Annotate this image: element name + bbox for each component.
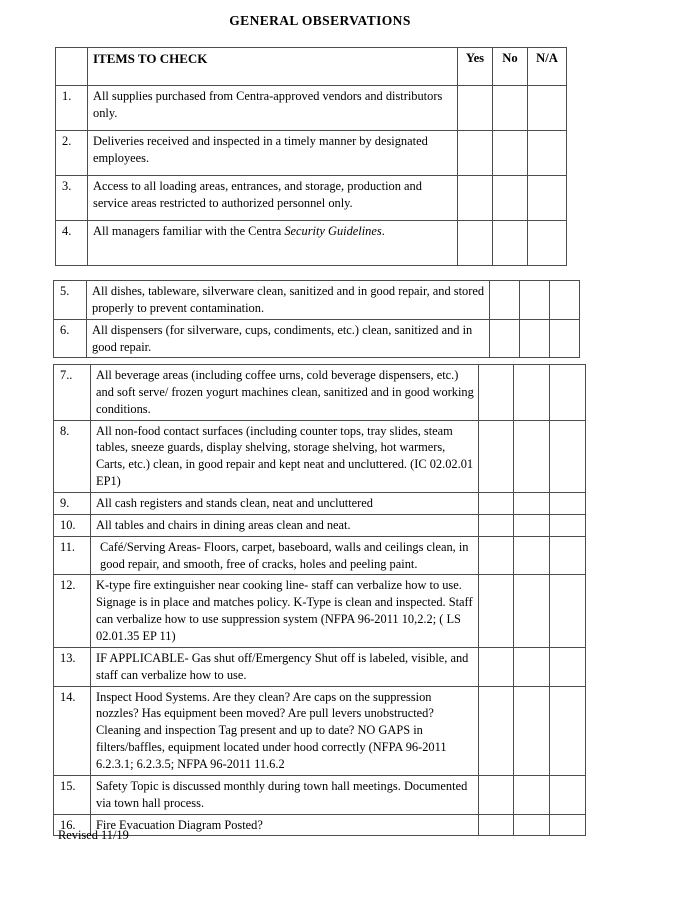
checkbox-cell-no[interactable] bbox=[514, 493, 550, 515]
table-row bbox=[54, 319, 580, 358]
checkbox-cell-no[interactable] bbox=[514, 514, 550, 536]
row-number: 13. bbox=[54, 647, 91, 686]
row-item-text: Inspect Hood Systems. Are they clean? Are caps on the suppression nozzles? Has equipment been moved? Are pull levers unobstructed? Cleaning and inspection Tag present and up to date? NO GAPS in filters/baffles, equipment located under hood correctly (NFPA 96-2011 6.2.3.1; 6.2.3.5; NFPA 96-2011 11.6.2 bbox=[91, 686, 479, 775]
table-row bbox=[54, 365, 586, 421]
checkbox-cell-no[interactable] bbox=[514, 420, 550, 492]
checkbox-cell-yes[interactable] bbox=[479, 814, 514, 836]
row-item-text: All tables and chairs in dining areas clean and neat. bbox=[91, 514, 479, 536]
header-no: No bbox=[493, 48, 528, 86]
checkbox-cell-na[interactable] bbox=[550, 686, 586, 775]
row-number: 7.. bbox=[54, 365, 91, 421]
checkbox-cell-na[interactable] bbox=[550, 647, 586, 686]
checkbox-cell-no[interactable] bbox=[514, 814, 550, 836]
row-number: 2. bbox=[56, 131, 88, 176]
checkbox-cell-yes[interactable] bbox=[479, 493, 514, 515]
row-number: 16. bbox=[54, 814, 91, 836]
checkbox-cell-na[interactable] bbox=[550, 575, 586, 647]
row-item-text: Safety Topic is discussed monthly during town hall meetings. Documented via town hall process. bbox=[91, 775, 479, 814]
checkbox-cell-yes[interactable] bbox=[479, 575, 514, 647]
checkbox-cell-no[interactable] bbox=[520, 281, 550, 320]
table-header-row bbox=[56, 48, 567, 86]
row-item-text: All dishes, tableware, silverware clean, sanitized and in good repair, and stored properly to prevent contamination. bbox=[87, 281, 490, 320]
checkbox-cell-yes[interactable] bbox=[490, 281, 520, 320]
page-title: GENERAL OBSERVATIONS bbox=[229, 13, 411, 28]
checkbox-cell-na[interactable] bbox=[550, 536, 586, 575]
header-yes: Yes bbox=[458, 48, 493, 86]
table-row bbox=[54, 814, 586, 836]
checkbox-cell-yes[interactable] bbox=[490, 319, 520, 358]
row-number: 15. bbox=[54, 775, 91, 814]
checkbox-cell-na[interactable] bbox=[528, 221, 567, 266]
checkbox-cell-no[interactable] bbox=[514, 686, 550, 775]
header-items-to-check: ITEMS TO CHECK bbox=[88, 48, 458, 86]
checkbox-cell-na[interactable] bbox=[550, 365, 586, 421]
checkbox-cell-yes[interactable] bbox=[479, 514, 514, 536]
table-row bbox=[54, 420, 586, 492]
revision-footer: Revised 11/19 bbox=[58, 828, 129, 842]
table-row bbox=[56, 131, 567, 176]
row-item-italic-reference: Security Guidelines bbox=[284, 224, 382, 238]
checkbox-cell-na[interactable] bbox=[550, 514, 586, 536]
row-item-text: Deliveries received and inspected in a timely manner by designated employees. bbox=[88, 131, 458, 176]
checkbox-cell-no[interactable] bbox=[493, 131, 528, 176]
checkbox-cell-yes[interactable] bbox=[458, 86, 493, 131]
row-number: 3. bbox=[56, 176, 88, 221]
table-row bbox=[54, 575, 586, 647]
checkbox-cell-yes[interactable] bbox=[479, 536, 514, 575]
row-number: 12. bbox=[54, 575, 91, 647]
row-item-text: All cash registers and stands clean, neat and uncluttered bbox=[91, 493, 479, 515]
row-item-text: IF APPLICABLE- Gas shut off/Emergency Shut off is labeled, visible, and staff can verbalize how to use. bbox=[91, 647, 479, 686]
row-item-text-tail: . bbox=[381, 224, 385, 238]
checkbox-cell-na[interactable] bbox=[528, 86, 567, 131]
checkbox-cell-na[interactable] bbox=[528, 131, 567, 176]
checkbox-cell-no[interactable] bbox=[493, 176, 528, 221]
table-row bbox=[54, 686, 586, 775]
row-item-text: Access to all loading areas, entrances, and storage, production and service areas restricted to authorized personnel only. bbox=[88, 176, 458, 221]
table-row bbox=[54, 775, 586, 814]
checkbox-cell-na[interactable] bbox=[550, 775, 586, 814]
row-item-text: K-type fire extinguisher near cooking line- staff can verbalize how to use. Signage is in place and matches policy. K-Type is clean and inspected. Staff can verbalize how to use suppression system (NFPA 96-2011 10,2.2; ( LS 02.01.35 EP 11) bbox=[91, 575, 479, 647]
header-number-cell bbox=[56, 48, 88, 86]
row-number: 1. bbox=[56, 86, 88, 131]
checkbox-cell-no[interactable] bbox=[514, 775, 550, 814]
checkbox-cell-na[interactable] bbox=[550, 814, 586, 836]
checkbox-cell-no[interactable] bbox=[514, 647, 550, 686]
checkbox-cell-yes[interactable] bbox=[458, 176, 493, 221]
table-row bbox=[56, 176, 567, 221]
row-item-text bbox=[88, 221, 458, 266]
table-row bbox=[54, 647, 586, 686]
checklist-table-section-1 bbox=[55, 47, 567, 266]
checkbox-cell-no[interactable] bbox=[514, 365, 550, 421]
checkbox-cell-yes[interactable] bbox=[479, 420, 514, 492]
table-row bbox=[54, 536, 586, 575]
table-row bbox=[54, 281, 580, 320]
checkbox-cell-no[interactable] bbox=[514, 536, 550, 575]
table-row bbox=[54, 514, 586, 536]
row-item-text: Fire Evacuation Diagram Posted? bbox=[91, 814, 479, 836]
checkbox-cell-yes[interactable] bbox=[479, 686, 514, 775]
checklist-table-section-3 bbox=[53, 364, 586, 836]
row-number: 11. bbox=[54, 536, 91, 575]
checkbox-cell-no[interactable] bbox=[493, 86, 528, 131]
header-na: N/A bbox=[528, 48, 567, 86]
checkbox-cell-yes[interactable] bbox=[479, 365, 514, 421]
row-number: 5. bbox=[54, 281, 87, 320]
row-number: 10. bbox=[54, 514, 91, 536]
row-item-text: All dispensers (for silverware, cups, condiments, etc.) clean, sanitized and in good repair. bbox=[87, 319, 490, 358]
row-number: 4. bbox=[56, 221, 88, 266]
row-item-text: All non-food contact surfaces (including counter tops, tray slides, steam tables, sneeze guards, display shelving, storage shelving, hot warmers, Carts, etc.) clean, in good repair and kept neat and uncluttered. (IC 02.02.01 EP1) bbox=[91, 420, 479, 492]
row-item-text: All supplies purchased from Centra-approved vendors and distributors only. bbox=[88, 86, 458, 131]
checklist-table-section-2 bbox=[53, 280, 580, 358]
checkbox-cell-na[interactable] bbox=[550, 319, 580, 358]
checkbox-cell-yes[interactable] bbox=[479, 647, 514, 686]
checkbox-cell-na[interactable] bbox=[528, 176, 567, 221]
checkbox-cell-yes[interactable] bbox=[479, 775, 514, 814]
row-number: 6. bbox=[54, 319, 87, 358]
row-number: 9. bbox=[54, 493, 91, 515]
checkbox-cell-no[interactable] bbox=[514, 575, 550, 647]
checkbox-cell-na[interactable] bbox=[550, 281, 580, 320]
table-row bbox=[56, 86, 567, 131]
row-item-text: Café/Serving Areas- Floors, carpet, baseboard, walls and ceilings clean, in good repair, and smooth, free of cracks, holes and peeling paint. bbox=[91, 536, 479, 575]
row-number: 8. bbox=[54, 420, 91, 492]
checkbox-cell-yes[interactable] bbox=[458, 131, 493, 176]
checkbox-cell-na[interactable] bbox=[550, 493, 586, 515]
table-row bbox=[54, 493, 586, 515]
table-row bbox=[56, 221, 567, 266]
checkbox-cell-no[interactable] bbox=[493, 221, 528, 266]
row-item-text-plain: All managers familiar with the Centra bbox=[93, 224, 285, 238]
checkbox-cell-yes[interactable] bbox=[458, 221, 493, 266]
checkbox-cell-na[interactable] bbox=[550, 420, 586, 492]
checkbox-cell-no[interactable] bbox=[520, 319, 550, 358]
row-item-text: All beverage areas (including coffee urns, cold beverage dispensers, etc.) and soft serve/ frozen yogurt machines clean, sanitized and in good working conditions. bbox=[91, 365, 479, 421]
row-number: 14. bbox=[54, 686, 91, 775]
